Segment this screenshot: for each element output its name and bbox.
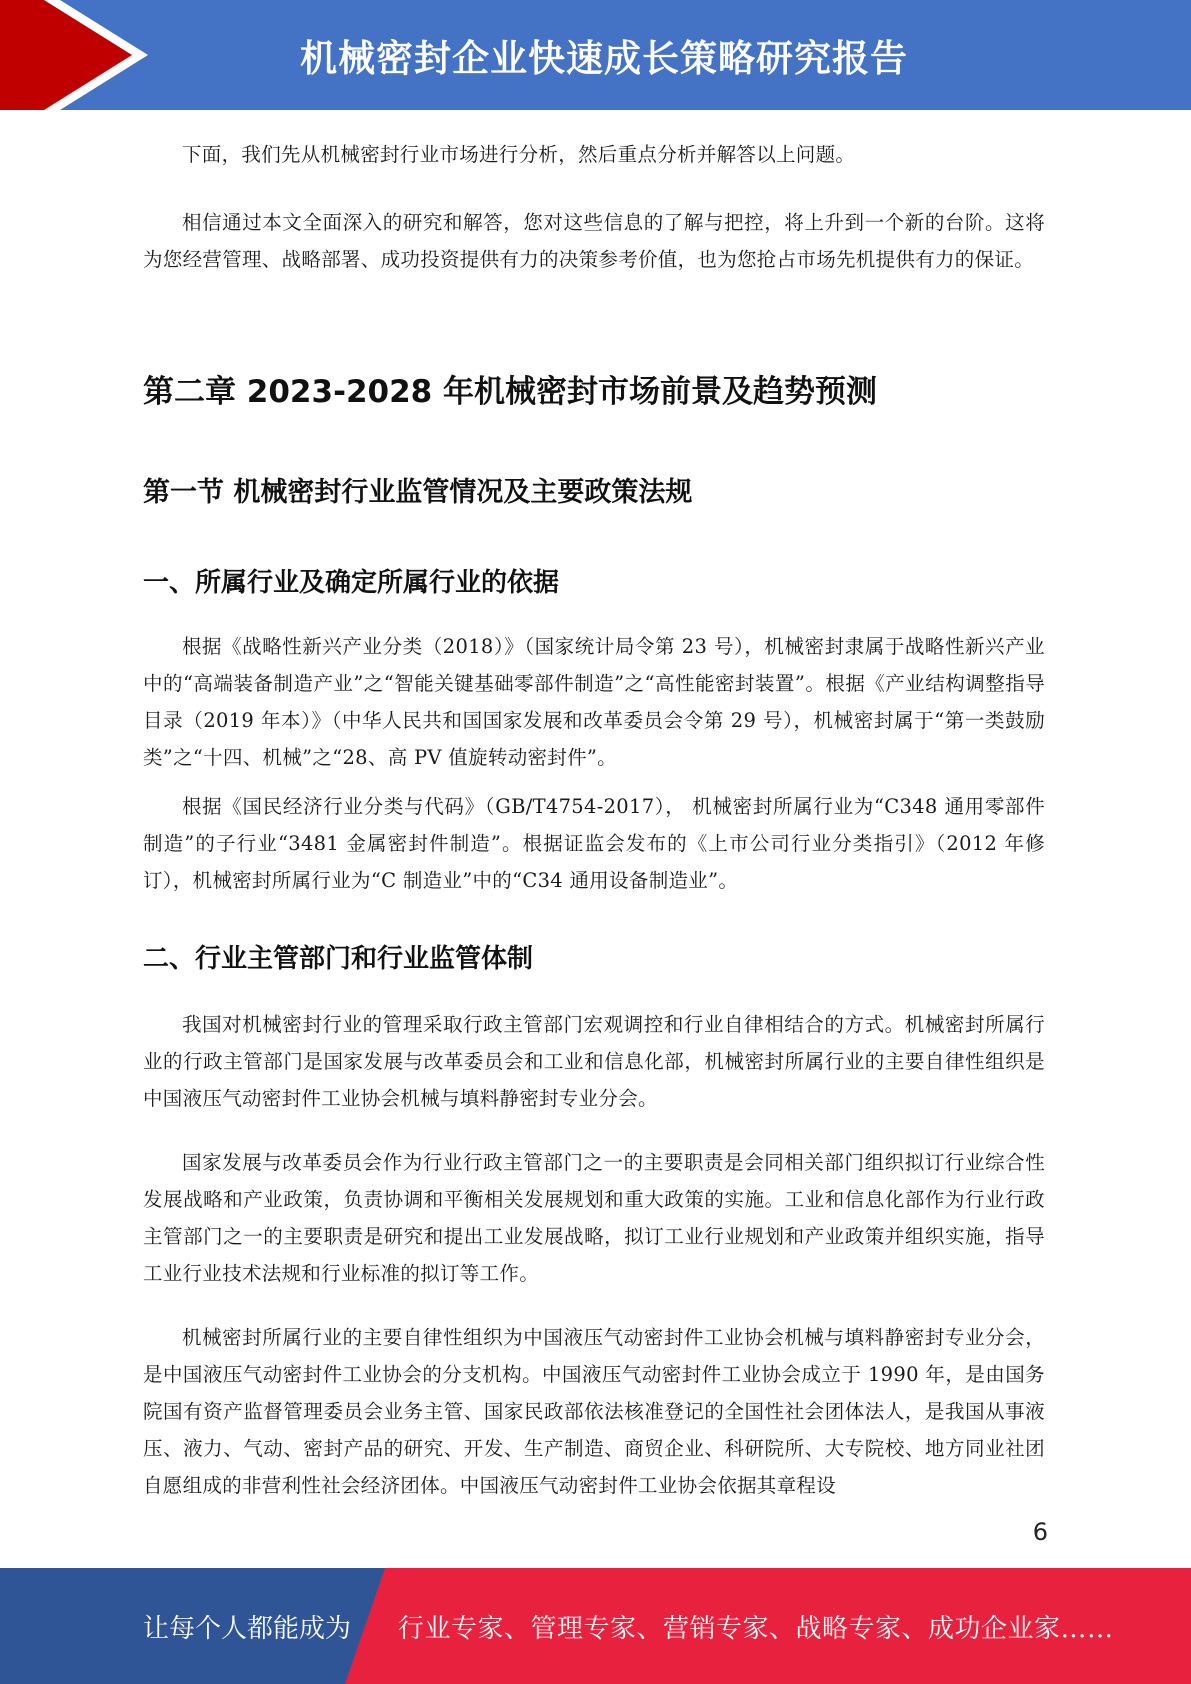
chapter-heading: 第二章 2023-2028 年机械密封市场前景及趋势预测 <box>143 374 878 410</box>
header-arrow-decoration <box>0 0 160 110</box>
intro-block <box>143 136 1045 278</box>
footer-slogan-right: 行业专家、管理专家、营销专家、战略专家、成功企业家…… <box>398 1614 1114 1644</box>
part1-paragraph-2: 根据《国民经济行业分类与代码》（GB/T4754-2017）， 机械密封所属行业为“C348 通用零部件制造”的子行业“3481 金属密封件制造”。根据证监会发布的《上市公司行业分类指引》（2012 年修订），机械密封所属行业为“C 制造业”中的“C34 通用设备制造业”。 <box>143 795 1045 892</box>
part1-block <box>143 628 1045 899</box>
part2-paragraph-3: 机械密封所属行业的主要自律性组织为中国液压气动密封件工业协会机械与填料静密封专业分会，是中国液压气动密封件工业协会的分支机构。中国液压气动密封件工业协会成立于 1990 年，是由国务院国有资产监督管理委员会业务主管、国家民政部依法核准登记的全国性社会团体法人，是我国从事液压、液力、气动、密封产品的研究、开发、生产制造、商贸企业、科研院所、大专院校、地方同业社团自愿组成的非营利性社会经济团体。中国液压气动密封件工业协会依据其章程设 <box>143 1326 1045 1497</box>
part2-paragraph-1: 我国对机械密封行业的管理采取行政主管部门宏观调控和行业自律相结合的方式。机械密封所属行业的行政主管部门是国家发展与改革委员会和工业和信息化部，机械密封所属行业的主要自律性组织是中国液压气动密封件工业协会机械与填料静密封专业分会。 <box>143 1013 1045 1110</box>
page-header <box>0 0 1191 110</box>
intro-paragraph-2: 相信通过本文全面深入的研究和解答，您对这些信息的了解与把控，将上升到一个新的台阶。这将为您经营管理、战略部署、成功投资提供有力的决策参考价值，也为您抢占市场先机提供有力的保证。 <box>143 211 1045 271</box>
part2-paragraph-2: 国家发展与改革委员会作为行业行政主管部门之一的主要职责是会同相关部门组织拟订行业综合性发展战略和产业政策，负责协调和平衡相关发展规划和重大政策的实施。工业和信息化部作为行业行政主管部门之一的主要职责是研究和提出工业发展战略，拟订工业行业规划和产业政策并组织实施，指导工业行业技术法规和行业标准的拟订等工作。 <box>143 1151 1045 1285</box>
part2-block <box>143 1006 1045 1504</box>
page-number: 6 <box>1032 1518 1048 1546</box>
report-title: 机械密封企业快速成长策略研究报告 <box>300 37 908 80</box>
section-heading: 第一节 机械密封行业监管情况及主要政策法规 <box>143 477 693 508</box>
subsection-heading-2: 二、行业主管部门和行业监管体制 <box>143 944 534 974</box>
intro-paragraph-1: 下面，我们先从机械密封行业市场进行分析，然后重点分析并解答以上问题。 <box>182 143 856 166</box>
subsection-heading-1: 一、所属行业及确定所属行业的依据 <box>143 568 560 598</box>
footer-slogan-left: 让每个人都能成为 <box>143 1614 352 1644</box>
page-footer <box>0 1568 1191 1684</box>
part1-paragraph-1: 根据《战略性新兴产业分类（2018）》（国家统计局令第 23 号），机械密封隶属于战略性新兴产业中的“高端装备制造产业”之“智能关键基础零部件制造”之“高性能密封装置”。根据《产业结构调整指导目录（2019 年本）》（中华人民共和国国家发展和改革委员会令第 29 号），机械密封属于“第一类鼓励类”之“十四、机械”之“28、高 PV 值旋转动密封件”。 <box>143 635 1045 769</box>
